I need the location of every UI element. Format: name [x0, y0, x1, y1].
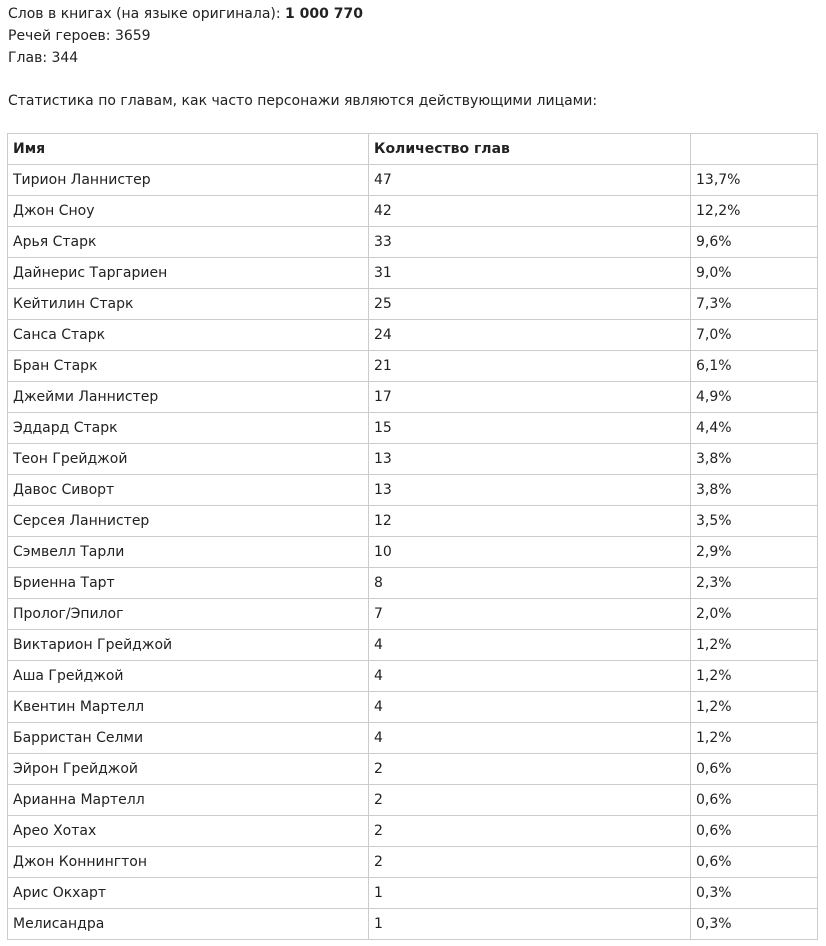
- chapter-count: 2: [369, 847, 691, 878]
- chapter-count: 24: [369, 320, 691, 351]
- chapter-count: 17: [369, 382, 691, 413]
- chapter-percent: 0,6%: [691, 754, 818, 785]
- character-name: Дайнерис Таргариен: [8, 258, 369, 289]
- table-row: [8, 227, 818, 258]
- table-row: [8, 258, 818, 289]
- table-intro: Статистика по главам, как часто персонажи являются действующими лицами:: [8, 93, 598, 109]
- chapter-count: 1: [369, 909, 691, 940]
- character-name: Арео Хотах: [8, 816, 369, 847]
- character-name: Мелисандра: [8, 909, 369, 940]
- character-name: Барристан Селми: [8, 723, 369, 754]
- table-row: [8, 475, 818, 506]
- words-count-value: 1 000 770: [285, 6, 363, 22]
- chapters-table: [7, 133, 818, 940]
- chapter-percent: 13,7%: [691, 165, 818, 196]
- chapter-percent: 1,2%: [691, 630, 818, 661]
- character-name: Санса Старк: [8, 320, 369, 351]
- chapter-count: 25: [369, 289, 691, 320]
- chapter-percent: 2,3%: [691, 568, 818, 599]
- character-name: Эйрон Грейджой: [8, 754, 369, 785]
- character-name: Бран Старк: [8, 351, 369, 382]
- chapter-count: 2: [369, 754, 691, 785]
- words-count-line: [8, 3, 363, 25]
- chapter-percent: 0,6%: [691, 847, 818, 878]
- chapter-percent: 0,3%: [691, 909, 818, 940]
- chapter-count: 47: [369, 165, 691, 196]
- character-name: Эддард Старк: [8, 413, 369, 444]
- chapter-percent: 4,9%: [691, 382, 818, 413]
- character-name: Пролог/Эпилог: [8, 599, 369, 630]
- table-row: [8, 723, 818, 754]
- chapter-percent: 6,1%: [691, 351, 818, 382]
- character-name: Бриенна Тарт: [8, 568, 369, 599]
- speeches-count: Речей героев: 3659: [8, 28, 151, 44]
- chapter-count: 12: [369, 506, 691, 537]
- chapter-count: 4: [369, 661, 691, 692]
- chapter-percent: 0,6%: [691, 816, 818, 847]
- table-row: [8, 816, 818, 847]
- table-row: [8, 320, 818, 351]
- table-row: [8, 661, 818, 692]
- table-row: [8, 289, 818, 320]
- chapter-count: 8: [369, 568, 691, 599]
- character-name: Сэмвелл Тарли: [8, 537, 369, 568]
- chapter-count: 1: [369, 878, 691, 909]
- table-row: [8, 568, 818, 599]
- chapter-percent: 4,4%: [691, 413, 818, 444]
- chapter-count: 42: [369, 196, 691, 227]
- table-row: [8, 909, 818, 940]
- character-name: Арис Окхарт: [8, 878, 369, 909]
- chapter-percent: 3,5%: [691, 506, 818, 537]
- character-name: Теон Грейджой: [8, 444, 369, 475]
- character-name: Джон Сноу: [8, 196, 369, 227]
- table-body: [8, 165, 818, 940]
- chapter-percent: 0,6%: [691, 785, 818, 816]
- chapter-percent: 0,3%: [691, 878, 818, 909]
- table-row: [8, 382, 818, 413]
- chapter-count: 4: [369, 630, 691, 661]
- character-name: Аша Грейджой: [8, 661, 369, 692]
- header-name: Имя: [8, 134, 369, 165]
- table-row: [8, 878, 818, 909]
- header-percent: [691, 134, 818, 165]
- chapter-count: 33: [369, 227, 691, 258]
- character-name: Джон Коннингтон: [8, 847, 369, 878]
- table-row: [8, 785, 818, 816]
- chapter-count: 15: [369, 413, 691, 444]
- chapter-percent: 9,6%: [691, 227, 818, 258]
- chapter-percent: 2,9%: [691, 537, 818, 568]
- table-row: [8, 165, 818, 196]
- character-name: Квентин Мартелл: [8, 692, 369, 723]
- chapter-percent: 12,2%: [691, 196, 818, 227]
- table-row: [8, 351, 818, 382]
- table-row: [8, 444, 818, 475]
- table-row: [8, 599, 818, 630]
- character-name: Арья Старк: [8, 227, 369, 258]
- chapter-percent: 3,8%: [691, 444, 818, 475]
- chapter-percent: 1,2%: [691, 661, 818, 692]
- chapter-count: 13: [369, 444, 691, 475]
- chapter-percent: 3,8%: [691, 475, 818, 506]
- character-name: Виктарион Грейджой: [8, 630, 369, 661]
- chapter-count: 13: [369, 475, 691, 506]
- chapter-count: 7: [369, 599, 691, 630]
- chapter-percent: 2,0%: [691, 599, 818, 630]
- words-count-label: Слов в книгах (на языке оригинала):: [8, 6, 286, 22]
- chapter-count: 10: [369, 537, 691, 568]
- chapter-count: 4: [369, 692, 691, 723]
- chapters-count: Глав: 344: [8, 50, 79, 66]
- table-row: [8, 630, 818, 661]
- character-name: Кейтилин Старк: [8, 289, 369, 320]
- chapter-count: 31: [369, 258, 691, 289]
- table-row: [8, 413, 818, 444]
- character-name: Серсея Ланнистер: [8, 506, 369, 537]
- chapter-count: 2: [369, 785, 691, 816]
- character-name: Арианна Мартелл: [8, 785, 369, 816]
- chapter-count: 21: [369, 351, 691, 382]
- header-chapter-count: Количество глав: [369, 134, 691, 165]
- chapter-percent: 7,0%: [691, 320, 818, 351]
- table-row: [8, 847, 818, 878]
- chapter-count: 4: [369, 723, 691, 754]
- table-row: [8, 754, 818, 785]
- summary-stats: [8, 3, 363, 69]
- chapter-percent: 1,2%: [691, 692, 818, 723]
- table-row: [8, 196, 818, 227]
- chapter-percent: 9,0%: [691, 258, 818, 289]
- table-row: [8, 692, 818, 723]
- table-row: [8, 506, 818, 537]
- table-header-row: [8, 134, 818, 165]
- character-name: Джейми Ланнистер: [8, 382, 369, 413]
- table-row: [8, 537, 818, 568]
- chapter-count: 2: [369, 816, 691, 847]
- character-name: Давос Сиворт: [8, 475, 369, 506]
- chapter-percent: 7,3%: [691, 289, 818, 320]
- chapter-percent: 1,2%: [691, 723, 818, 754]
- character-name: Тирион Ланнистер: [8, 165, 369, 196]
